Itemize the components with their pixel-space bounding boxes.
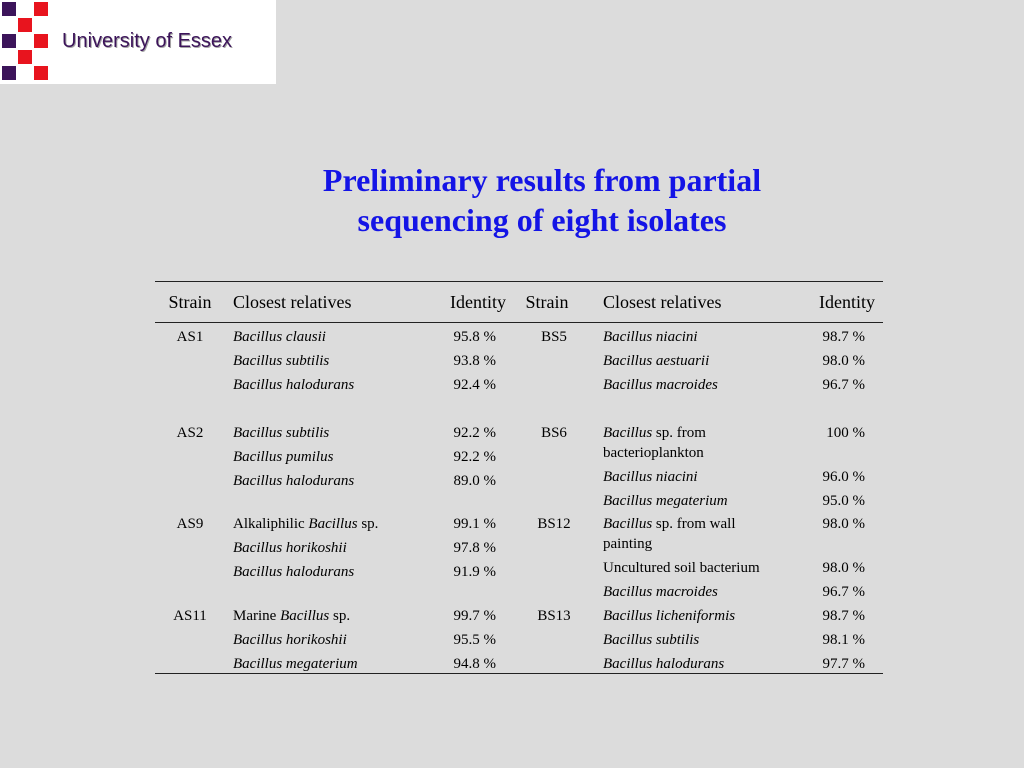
identity-value: 95.0 % (822, 493, 865, 509)
column-header: Identity (450, 292, 506, 312)
closest-relative: Bacillus clausii (233, 329, 326, 345)
strain-id: BS5 (541, 329, 567, 345)
closest-relative: Bacillus megaterium (233, 656, 358, 672)
logo-square (34, 66, 48, 80)
closest-relative: Bacillus megaterium (603, 493, 728, 509)
strain-id: AS9 (176, 516, 204, 532)
title-line-2: sequencing of eight isolates (357, 202, 727, 238)
identity-value: 95.5 % (453, 632, 496, 648)
closest-relative: Bacillus niacini (603, 469, 698, 485)
closest-relative: Bacillus horikoshii (233, 632, 347, 648)
closest-relative: Bacillus licheniformis (603, 608, 736, 624)
genus-name: Bacillus (603, 516, 653, 532)
identity-value: 99.7 % (453, 608, 496, 624)
table-top-rule (155, 281, 883, 282)
slide-title (200, 160, 884, 240)
closest-relative: Bacillus pumilus (233, 449, 334, 465)
identity-value: 89.0 % (453, 473, 496, 489)
logo-square (34, 34, 48, 48)
logo-square (2, 34, 16, 48)
logo-panel (0, 0, 276, 84)
logo-square (2, 66, 16, 80)
strain-id: AS1 (176, 329, 204, 345)
identity-value: 92.2 % (453, 449, 496, 465)
logo-text: University of Essex (62, 30, 233, 52)
strain-id: BS12 (537, 516, 571, 532)
column-header: Strain (168, 292, 212, 312)
identity-value: 98.0 % (822, 560, 865, 576)
closest-relative: Uncultured soil bacterium (603, 560, 760, 576)
identity-value: 96.7 % (822, 584, 865, 600)
identity-value: 98.1 % (822, 632, 865, 648)
identity-value: 93.8 % (453, 353, 496, 369)
closest-relative: Marine Bacillus sp. (233, 608, 351, 624)
genus-name: Bacillus (603, 425, 653, 441)
genus-name: Bacillus (308, 516, 358, 532)
identity-value: 97.7 % (822, 656, 865, 672)
identity-value: 95.8 % (453, 329, 496, 345)
closest-relative: Bacillus subtilis (603, 632, 700, 648)
identity-value: 91.9 % (453, 564, 496, 580)
closest-relative: Bacillus macroides (603, 377, 718, 393)
identity-value: 98.0 % (822, 516, 865, 532)
identity-value: 98.0 % (822, 353, 865, 369)
column-header: Identity (819, 292, 875, 312)
identity-value: 99.1 % (453, 516, 496, 532)
closest-relative: Bacillus sp. from bacterioplankton (603, 425, 706, 461)
closest-relative: Bacillus halodurans (233, 473, 355, 489)
closest-relative: Bacillus halodurans (603, 656, 725, 672)
genus-name: Bacillus (280, 608, 330, 624)
logo-square (34, 2, 48, 16)
closest-relative: Bacillus halodurans (233, 377, 355, 393)
logo-square (18, 50, 32, 64)
logo-square (2, 2, 16, 16)
strain-id: AS2 (176, 425, 204, 441)
table-header-rule (155, 322, 883, 323)
closest-relative: Bacillus halodurans (233, 564, 355, 580)
identity-value: 94.8 % (453, 656, 496, 672)
identity-value: 98.7 % (822, 608, 865, 624)
identity-value: 97.8 % (453, 540, 496, 556)
strain-id: BS13 (537, 608, 571, 624)
closest-relative: Bacillus macroides (603, 584, 718, 600)
closest-relative: Alkaliphilic Bacillus sp. (233, 516, 379, 532)
identity-value: 100 % (826, 425, 865, 441)
column-header: Strain (525, 292, 569, 312)
closest-relative: Bacillus sp. from wall painting (603, 516, 736, 552)
logo-square (18, 18, 32, 32)
closest-relative: Bacillus subtilis (233, 353, 330, 369)
identity-value: 92.2 % (453, 425, 496, 441)
identity-value: 92.4 % (453, 377, 496, 393)
closest-relative: Bacillus niacini (603, 329, 698, 345)
identity-value: 96.0 % (822, 469, 865, 485)
column-header: Closest relatives (603, 292, 722, 312)
title-line-1: Preliminary results from partial (322, 162, 762, 198)
identity-value: 98.7 % (822, 329, 865, 345)
column-header: Closest relatives (233, 292, 352, 312)
closest-relative: Bacillus aestuarii (603, 353, 710, 369)
closest-relative: Bacillus subtilis (233, 425, 330, 441)
closest-relative: Bacillus horikoshii (233, 540, 347, 556)
strain-id: BS6 (541, 425, 567, 441)
strain-id: AS11 (173, 608, 207, 624)
identity-value: 96.7 % (822, 377, 865, 393)
